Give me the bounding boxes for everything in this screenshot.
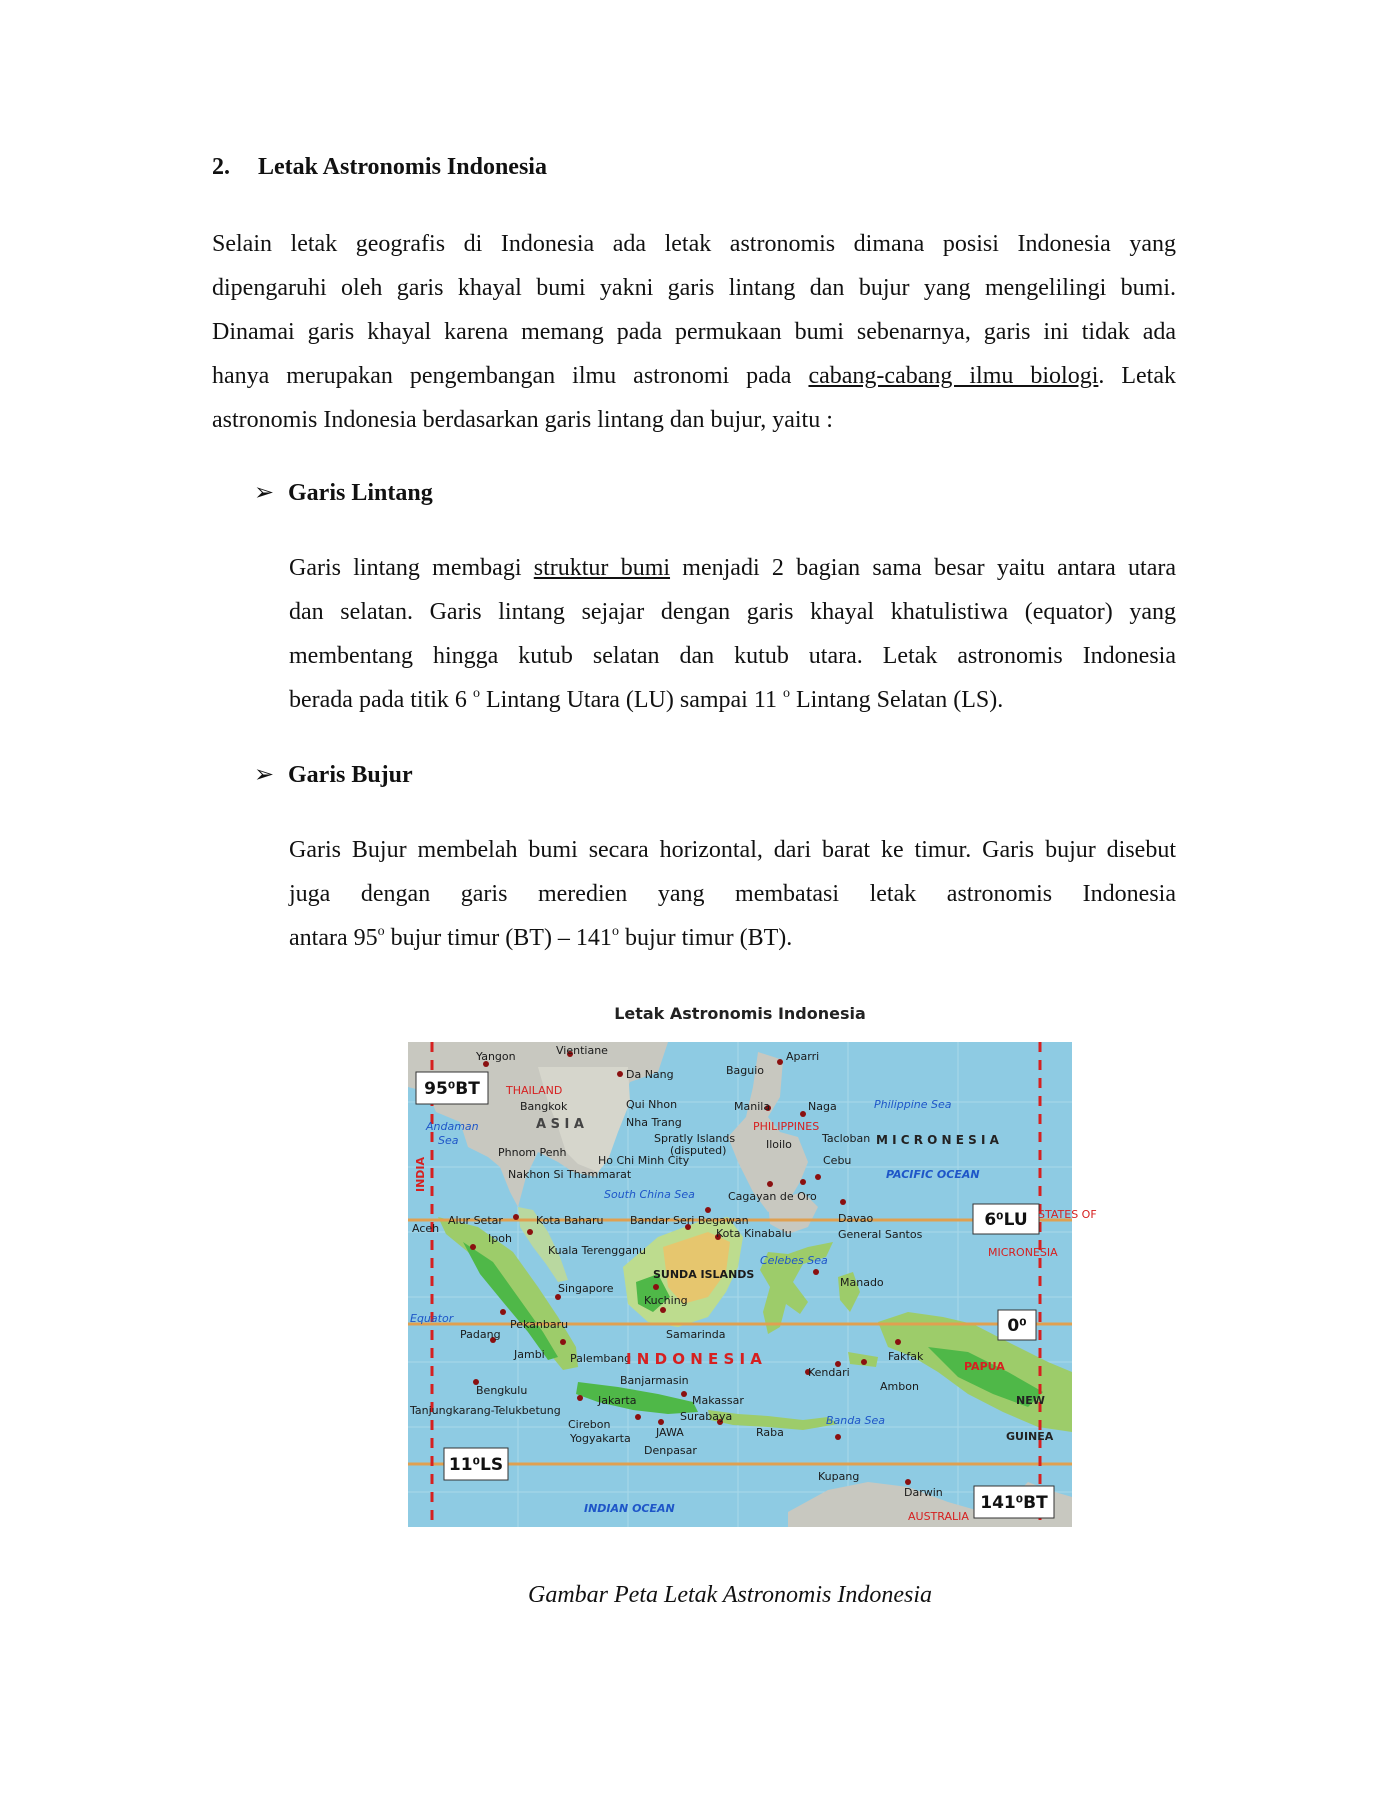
label-kupang: Kupang bbox=[818, 1470, 860, 1483]
link-cabang-biologi[interactable]: cabang-cabang ilmu biologi bbox=[808, 363, 1099, 389]
badge-6lu-text: 6⁰LU bbox=[984, 1210, 1028, 1230]
map-title: Letak Astronomis Indonesia bbox=[614, 1004, 866, 1023]
figure-caption: Gambar Peta Letak Astronomis Indonesia bbox=[528, 1582, 932, 1608]
lintang-text: Lintang Selatan (LS). bbox=[789, 687, 1004, 713]
label-pekanbaru: Pekanbaru bbox=[510, 1318, 569, 1331]
label-philippines: PHILIPPINES bbox=[753, 1120, 820, 1133]
label-bandarseri: Bandar Seri Begawan bbox=[630, 1214, 749, 1227]
label-indonesia: I N D O N E S I A bbox=[626, 1350, 762, 1368]
degree-sup: o bbox=[611, 924, 619, 939]
label-davao: Davao bbox=[838, 1212, 874, 1225]
bullet-title: Garis Bujur bbox=[288, 762, 413, 788]
label-naga: Naga bbox=[808, 1100, 837, 1113]
label-kuching: Kuching bbox=[644, 1294, 688, 1307]
label-manado: Manado bbox=[840, 1276, 884, 1289]
lintang-text: Garis lintang membagi bbox=[289, 555, 534, 581]
bujur-text: bujur timur (BT) – 141 bbox=[384, 925, 612, 951]
label-kuala-terengganu: Kuala Terengganu bbox=[548, 1244, 646, 1257]
intro-line: Dinamai garis khayal karena memang pada permukaan bumi sebenarnya, garis ini tidak ada bbox=[212, 319, 1176, 345]
degree-sup: o bbox=[377, 924, 385, 939]
badge-141bt-text: 141⁰BT bbox=[980, 1493, 1048, 1513]
bullet-title: Garis Lintang bbox=[288, 480, 433, 506]
label-spratly: Spratly Islands bbox=[654, 1132, 736, 1145]
bujur-line: juga dengan garis meredien yang membatasi letak astronomis Indonesia bbox=[289, 881, 1176, 907]
label-philippine-sea: Philippine Sea bbox=[874, 1098, 952, 1111]
label-phnompenh: Phnom Penh bbox=[498, 1146, 567, 1159]
lintang-text: berada pada titik 6 bbox=[289, 687, 473, 713]
intro-line: Selain letak geografis di Indonesia ada letak astronomis dimana posisi Indonesia yang bbox=[212, 231, 1176, 257]
label-yangon: Yangon bbox=[476, 1050, 516, 1063]
label-new: NEW bbox=[1016, 1394, 1045, 1407]
degree-sup: o bbox=[472, 686, 480, 701]
label-celebes-sea: Celebes Sea bbox=[760, 1254, 828, 1267]
label-vientiane: Vientiane bbox=[556, 1044, 608, 1057]
label-singapore: Singapore bbox=[558, 1282, 614, 1295]
bujur-text: antara 95 bbox=[289, 925, 378, 951]
label-kendari: Kendari bbox=[808, 1366, 850, 1379]
label-tanjungkarang: Tanjungkarang-Telukbetung bbox=[410, 1404, 561, 1417]
badge-11ls-text: 11⁰LS bbox=[448, 1455, 504, 1475]
map-image bbox=[408, 1042, 1097, 1527]
label-denpasar: Denpasar bbox=[644, 1444, 697, 1457]
label-quinhon: Qui Nhon bbox=[626, 1098, 678, 1111]
intro-paragraph bbox=[212, 222, 1176, 442]
label-gensan: General Santos bbox=[838, 1228, 923, 1241]
label-surabaya: Surabaya bbox=[680, 1410, 733, 1423]
label-manila: Manila bbox=[734, 1100, 771, 1113]
arrow-bullet-icon: ➢ bbox=[254, 480, 275, 506]
label-raba: Raba bbox=[756, 1426, 784, 1439]
label-cagayan: Cagayan de Oro bbox=[728, 1190, 817, 1203]
label-iloilo: Iloilo bbox=[766, 1138, 792, 1151]
label-makassar: Makassar bbox=[692, 1394, 744, 1407]
badge-equator bbox=[998, 1310, 1036, 1340]
label-south-china-sea: South China Sea bbox=[604, 1188, 695, 1201]
label-thailand: THAILAND bbox=[506, 1084, 563, 1097]
intro-text: hanya merupakan pengembangan ilmu astronomi pada bbox=[212, 363, 809, 389]
intro-line bbox=[212, 354, 1176, 398]
label-jakarta: Jakarta bbox=[598, 1394, 637, 1407]
bullet-garis-bujur bbox=[254, 760, 413, 789]
intro-line: astronomis Indonesia berdasarkan garis lintang dan bujur, yaitu : bbox=[212, 407, 833, 433]
label-jawa: JAWA bbox=[656, 1426, 684, 1439]
degree-sup: o bbox=[782, 686, 790, 701]
label-papua: PAPUA bbox=[964, 1360, 1005, 1373]
label-india: INDIA bbox=[414, 1156, 427, 1192]
lintang-line bbox=[289, 546, 1176, 590]
section-title: Letak Astronomis Indonesia bbox=[258, 154, 547, 180]
label-bangkok: Bangkok bbox=[520, 1100, 568, 1113]
label-darwin: Darwin bbox=[904, 1486, 943, 1499]
label-padang: Padang bbox=[460, 1328, 501, 1341]
label-danang: Da Nang bbox=[626, 1068, 674, 1081]
label-hochiminh: Ho Chi Minh City bbox=[598, 1154, 690, 1167]
label-ipoh: Ipoh bbox=[488, 1232, 512, 1245]
intro-text: . Letak bbox=[1098, 363, 1177, 389]
label-disputed: (disputed) bbox=[670, 1144, 727, 1157]
lintang-line: dan selatan. Garis lintang sejajar dengan garis khayal khatulistiwa (equator) yang bbox=[289, 599, 1176, 625]
lintang-paragraph bbox=[289, 546, 1176, 722]
lintang-line bbox=[289, 678, 1176, 722]
badge-141bt bbox=[974, 1486, 1054, 1518]
label-nakhon: Nakhon Si Thammarat bbox=[508, 1168, 632, 1181]
label-bengkulu: Bengkulu bbox=[476, 1384, 528, 1397]
label-cirebon: Cirebon bbox=[568, 1418, 611, 1431]
label-jambi: Jambi bbox=[514, 1348, 545, 1361]
label-kotabaharu: Kota Baharu bbox=[536, 1214, 604, 1227]
bujur-line: Garis Bujur membelah bumi secara horizontal, dari barat ke timur. Garis bujur disebut bbox=[289, 837, 1176, 863]
arrow-bullet-icon: ➢ bbox=[254, 762, 275, 788]
label-aparri: Aparri bbox=[786, 1050, 820, 1063]
lintang-text: Lintang Utara (LU) sampai 11 bbox=[479, 687, 783, 713]
badge-equator-text: 0⁰ bbox=[1007, 1316, 1027, 1336]
label-asia: A S I A bbox=[536, 1117, 584, 1132]
bujur-text: bujur timur (BT). bbox=[618, 925, 793, 951]
label-andaman-sea: Sea bbox=[438, 1134, 459, 1147]
lintang-line: membentang hingga kutub selatan dan kutub utara. Letak astronomis Indonesia bbox=[289, 643, 1176, 669]
label-aceh: Aceh bbox=[412, 1222, 440, 1235]
label-nhatrang: Nha Trang bbox=[626, 1116, 682, 1129]
section-heading bbox=[212, 154, 547, 181]
label-tacloban: Tacloban bbox=[822, 1132, 871, 1145]
label-micronesia-states: MICRONESIA bbox=[988, 1246, 1058, 1259]
label-yogyakarta: Yogyakarta bbox=[570, 1432, 631, 1445]
label-fakfak: Fakfak bbox=[888, 1350, 924, 1363]
label-guinea: GUINEA bbox=[1006, 1430, 1054, 1443]
badge-95bt-text: 95⁰BT bbox=[424, 1079, 480, 1099]
label-baguio: Baguio bbox=[726, 1064, 765, 1077]
label-micronesia: M I C R O N E S I A bbox=[876, 1133, 999, 1147]
label-pacific-ocean: PACIFIC OCEAN bbox=[886, 1168, 980, 1181]
label-sunda-islands: SUNDA ISLANDS bbox=[653, 1268, 755, 1281]
label-kotakinabalu: Kota Kinabalu bbox=[716, 1227, 792, 1240]
label-indian-ocean: INDIAN OCEAN bbox=[584, 1502, 675, 1515]
label-banda-sea: Banda Sea bbox=[826, 1414, 885, 1427]
label-banjarmasin: Banjarmasin bbox=[620, 1374, 689, 1387]
badge-6lu bbox=[973, 1204, 1039, 1234]
intro-line: dipengaruhi oleh garis khayal bumi yakni garis lintang dan bujur yang mengelilingi bumi. bbox=[212, 275, 1176, 301]
label-andaman: Andaman bbox=[426, 1120, 479, 1133]
label-states-of: STATES OF bbox=[1038, 1208, 1097, 1221]
label-australia: AUSTRALIA bbox=[908, 1510, 969, 1523]
label-samarinda: Samarinda bbox=[666, 1328, 726, 1341]
badge-11ls bbox=[444, 1448, 508, 1480]
section-number: 2. bbox=[212, 154, 230, 180]
bujur-paragraph bbox=[289, 828, 1176, 960]
bullet-garis-lintang bbox=[254, 478, 433, 507]
lintang-text: menjadi 2 bagian sama besar yaitu antara utara bbox=[670, 555, 1176, 581]
label-alursetar: Alur Setar bbox=[448, 1214, 503, 1227]
label-palembang: Palembang bbox=[570, 1352, 632, 1365]
label-cebu: Cebu bbox=[823, 1154, 852, 1167]
badge-95bt bbox=[416, 1072, 488, 1104]
label-ambon: Ambon bbox=[880, 1380, 919, 1393]
link-struktur-bumi[interactable]: struktur bumi bbox=[533, 555, 671, 581]
label-equator: Equator bbox=[410, 1312, 454, 1325]
bujur-line bbox=[289, 916, 1176, 960]
